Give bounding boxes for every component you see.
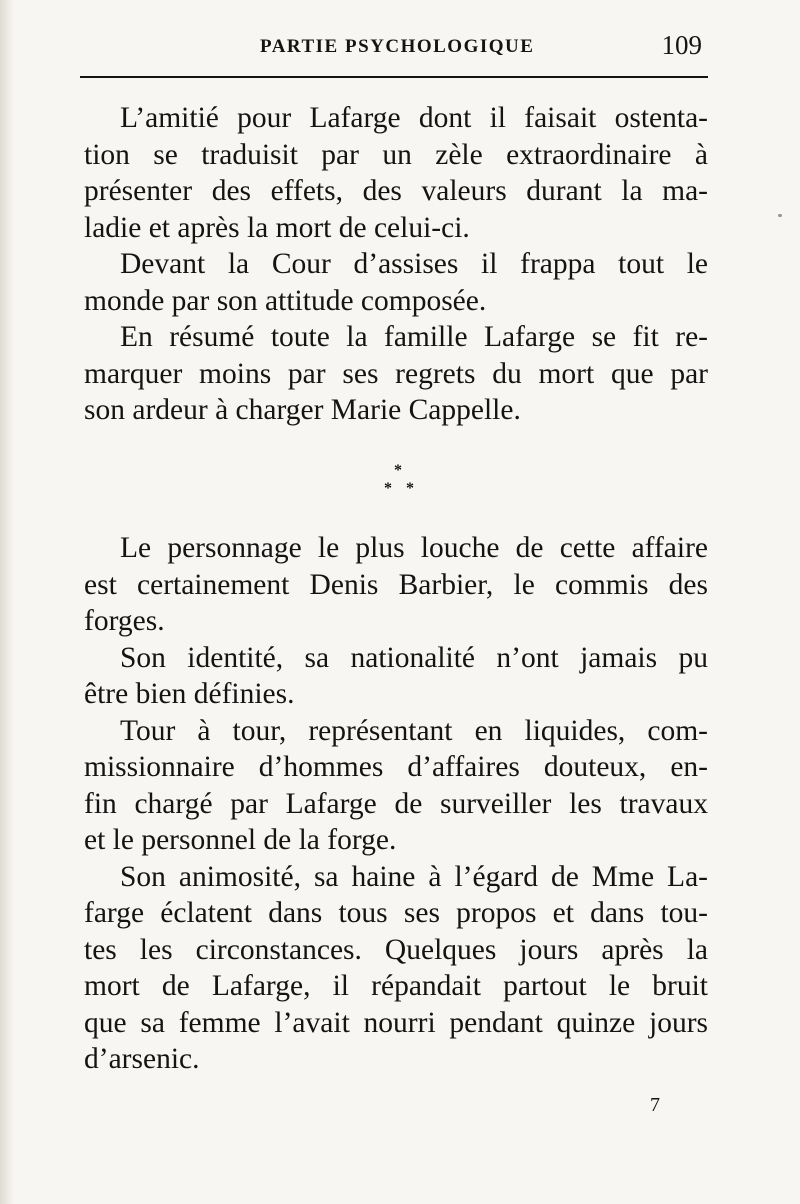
- text-line: et le personnel de la forge.: [84, 824, 397, 856]
- header-rule: [80, 76, 708, 78]
- text-line: mort de Lafarge, il répandait partout le bruit: [84, 970, 708, 1002]
- text-line: Le personnage le plus louche de cette affaire: [120, 532, 708, 564]
- paragraph: [84, 319, 708, 429]
- text-line: présenter des effets, des valeurs durant la ma-: [84, 175, 708, 207]
- page-edge-shadow: [0, 0, 14, 1204]
- text-block-2: [84, 530, 708, 1078]
- paragraph: [84, 530, 708, 640]
- text-line: est certainement Denis Barbier, le commis des: [84, 568, 708, 601]
- text-line: ladie et après la mort de celui-ci.: [84, 211, 470, 244]
- asterism-star: *: [394, 462, 402, 479]
- text-line: missionnaire d’hommes d’affaires douteux, en-: [84, 751, 708, 783]
- asterism-star: *: [384, 480, 392, 497]
- text-line: L’amitié pour Lafarge dont il faisait ostenta-: [120, 102, 708, 134]
- text-line: Devant la Cour d’assises il frappa tout le: [120, 248, 708, 280]
- text-line: marquer moins par ses regrets du mort que par: [84, 357, 708, 390]
- text-line: être bien définies.: [84, 678, 295, 710]
- page-number: 109: [661, 30, 702, 60]
- text-line: monde par son attitude composée.: [84, 284, 487, 317]
- text-line: forges.: [84, 605, 165, 637]
- paragraph: [84, 640, 708, 713]
- paragraph: [84, 246, 708, 319]
- paragraph: [84, 859, 708, 1078]
- asterism-star: *: [406, 480, 414, 497]
- signature-mark: 7: [650, 1094, 660, 1116]
- text-line: d’arsenic.: [84, 1043, 200, 1075]
- asterism-separator: [380, 462, 430, 502]
- text-line: que sa femme l’avait nourri pendant quinze jours: [84, 1006, 708, 1039]
- text-line: fin chargé par Lafarge de surveiller les travaux: [84, 787, 708, 820]
- text-line: tion se traduisit par un zèle extraordinaire à: [84, 138, 708, 171]
- text-line: son ardeur à charger Marie Cappelle.: [84, 394, 521, 426]
- page-header: [84, 26, 706, 66]
- text-block-1: [84, 100, 708, 429]
- paper-speck: [778, 214, 782, 217]
- running-head: PARTIE PSYCHOLOGIQUE: [260, 36, 535, 57]
- text-line: Son animosité, sa haine à l’égard de Mme La-: [120, 860, 708, 893]
- text-line: tes les circonstances. Quelques jours après la: [84, 933, 708, 966]
- paragraph: [84, 100, 708, 246]
- paragraph: [84, 713, 708, 859]
- text-line: Son identité, sa nationalité n’ont jamais pu: [120, 641, 708, 674]
- text-line: farge éclatent dans tous ses propos et dans tou-: [84, 897, 708, 929]
- text-line: En résumé toute la famille Lafarge se fit re-: [120, 321, 708, 353]
- text-line: Tour à tour, représentant en liquides, com-: [120, 714, 708, 747]
